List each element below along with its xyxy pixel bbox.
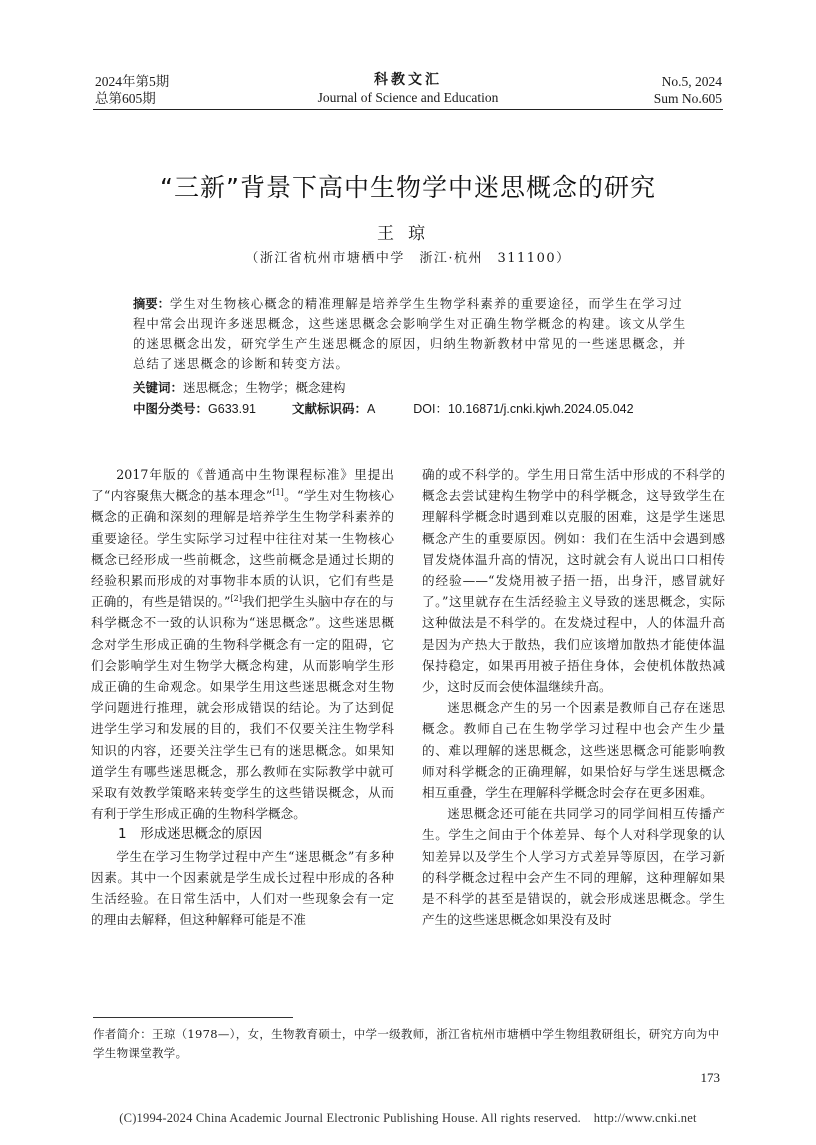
total-issue-en: Sum No.605	[653, 91, 722, 106]
page-number: 173	[700, 1070, 720, 1085]
author-footnote: 作者简介：王琼（1978—），女，生物教育硕士，中学一级教师，浙江省杭州市塘栖中学生物组教研组长，研究方向为中学生物课堂教学。	[93, 1027, 720, 1060]
intro-text-a: 2017年版的《普通高中生物课程标准》里提出了“内容聚焦大概念的基本理念”	[91, 467, 394, 504]
clc-value: G633.91	[208, 402, 256, 416]
copyright-line: (C)1994-2024 China Academic Journal Electronic Publishing House. All rights reserved. http://www.cnki.net	[119, 1111, 697, 1125]
doi-value: 10.16871/j.cnki.kjwh.2024.05.042	[448, 402, 634, 416]
keywords-label: 关键词：	[133, 380, 184, 395]
author-affiliation: （浙江省杭州市塘栖中学 浙江·杭州 311100）	[245, 251, 571, 266]
total-issue-cn: 总第605期	[95, 91, 156, 106]
abstract	[133, 294, 691, 374]
footnote-rule	[93, 1017, 293, 1018]
intro-paragraph	[91, 464, 394, 824]
section1-paragraph-1-cont: 确的或不科学的。学生用日常生活中形成的不科学的概念去尝试建构生物学中的科学概念，这导致学生在理解科学概念时遇到难以克服的困难，这是学生迷思概念产生的重要原因。例如：我们在生活中会遇到感冒发烧体温升高的情况，这时就会有人说出口口相传的经验——“发烧用被子捂一捂，出身汗，感冒就好了。”这里就存在生活经验主义导致的迷思概念，实际这种做法是不科学的。在发烧过程中，人的体温升高是因为产热大于散热，我们应该增加散热才能使体温保持稳定，如果再用被子捂住身体，会使机体散热减少，这时反而会使体温继续升高。	[422, 467, 725, 695]
section1-paragraph-1: 学生在学习生物学过程中产生“迷思概念”有多种因素。其中一个因素就是学生成长过程中形成的各种生活经验。在日常生活中，人们对一些现象会有一定的理由去解释，但这种解释可能是不准	[91, 848, 394, 928]
keywords	[133, 379, 733, 397]
issue-cn: 2024年第5期	[95, 74, 170, 89]
doc-code-label: 文献标识码：	[291, 401, 367, 416]
citation-ref-2: [2]	[230, 594, 242, 604]
running-header-right	[654, 73, 722, 107]
citation-ref-1: [1]	[272, 488, 284, 498]
section1-paragraph-3: 迷思概念还可能在共同学习的同学间相互传播产生。学生之间由于个体差异、每个人对科学现象的认知差异以及学生个人学习方式差异等原因，在学习新的科学概念过程中会产生不同的理解，这种理解如果是不科学的甚至是错误的，就会形成迷思概念。学生产生的这些迷思概念如果没有及时	[422, 806, 725, 928]
doi-label: DOI：	[413, 402, 449, 416]
abstract-label: 摘要：	[133, 297, 170, 311]
intro-text-b: 。“学生对生物核心概念的正确和深刻的理解是培养学生生物学科素养的重要途径。学生实际学习过程中往往对某一生物核心概念已经形成一些前概念，这些前概念是通过长期的经验积累而形成的对事物非本质的认识，它们有些是正确的，有些是错误的。”	[91, 488, 394, 610]
header-rule	[93, 109, 723, 110]
classification-line	[133, 400, 733, 418]
doc-code-value: A	[366, 402, 376, 416]
clc-label: 中图分类号：	[133, 401, 209, 416]
journal-name-cn: 科教文汇	[374, 72, 442, 88]
body-column-left	[91, 464, 394, 930]
keywords-text: 迷思概念；生物学；概念建构	[183, 380, 346, 395]
intro-text-c: 我们把学生头脑中存在的与科学概念不一致的认识称为“迷思概念”。这些迷思概念对学生形成正确的生物科学概念有一定的阻碍，它们会影响学生对生物学大概念构建，从而影响学生形成正确的生命观念。如果学生用这些迷思概念对生物学问题进行推理，就会形成错误的结论。为了达到促进学生学习和发展的目的，我们不仅要关注生物学科知识的内容，还要关注学生已有的迷思概念。如果知道学生有哪些迷思概念，那么教师在实际教学中就可采取有效教学策略来转变学生的这些错误概念，从而有利于学生形成正确的生物科学概念。	[91, 594, 394, 822]
author-name: 王琼	[377, 224, 439, 244]
section1-paragraph-2: 迷思概念产生的另一个因素是教师自己存在迷思概念。教师自己在生物学学习过程中也会产生少量的、难以理解的迷思概念，这些迷思概念可能影响教师对科学概念的正确理解，如果恰好与学生迷思概念相互重叠，学生在理解科学概念时会存在更多困难。	[422, 700, 725, 801]
issue-en: No.5, 2024	[661, 74, 722, 89]
abstract-text: 学生对生物核心概念的精准理解是培养学生生物学科素养的重要途径，而学生在学习过程中常会出现许多迷思概念，这些迷思概念会影响学生对正确生物学概念的构建。该文从学生的迷思概念出发，研究学生产生迷思概念的原因，归纳生物新教材中常见的一些迷思概念，并总结了迷思概念的诊断和转变方法。	[133, 297, 687, 371]
body-column-right	[422, 464, 725, 930]
article-title: “三新”背景下高中生物学中迷思概念的研究	[160, 173, 656, 202]
section-heading-1: 1 形成迷思概念的原因	[118, 826, 263, 843]
journal-name-en: Journal of Science and Education	[317, 90, 499, 105]
